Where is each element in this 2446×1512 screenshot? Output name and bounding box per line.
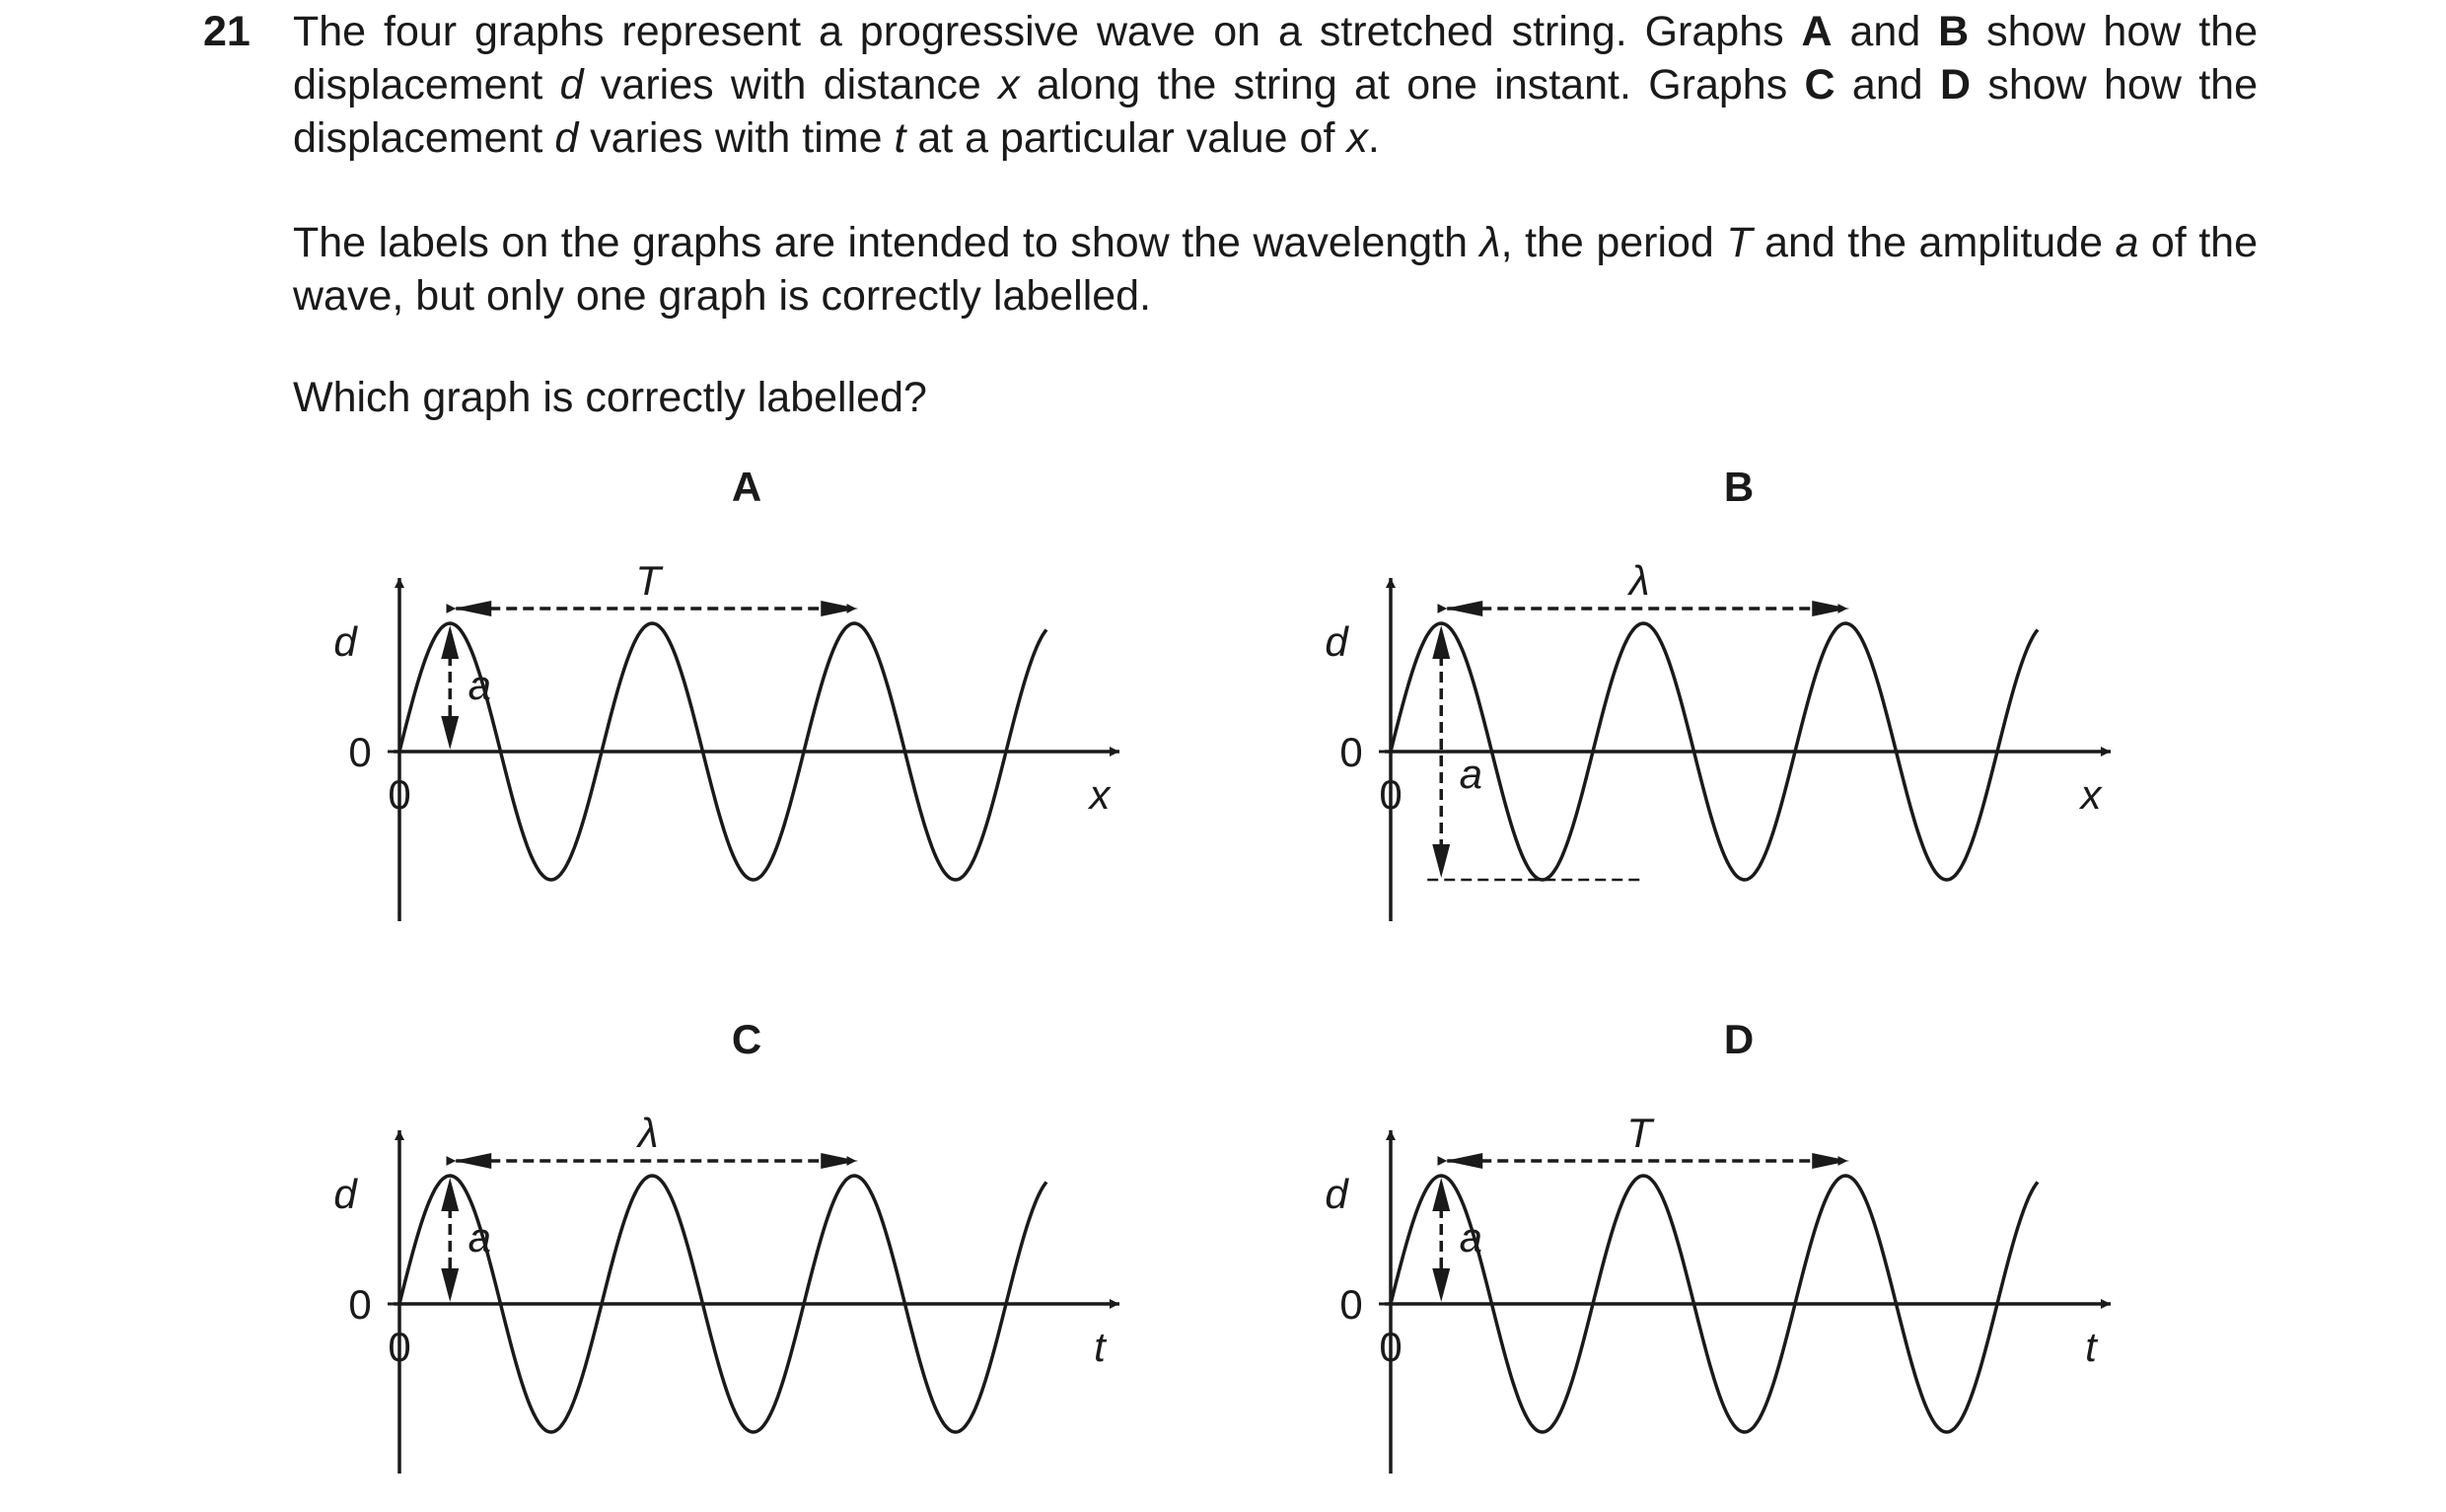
- span-label: T: [1626, 1110, 1653, 1156]
- x-origin-label: 0: [1379, 1324, 1403, 1370]
- x-axis-label: x: [2080, 771, 2102, 818]
- emphasis-run: a: [2115, 219, 2139, 266]
- graph-letter-label: B: [1723, 464, 1755, 510]
- amplitude-label: a: [1459, 1214, 1482, 1260]
- y-origin-label: 0: [348, 1281, 372, 1328]
- question-number: 21: [203, 8, 251, 55]
- x-origin-label: 0: [1379, 771, 1403, 818]
- y-axis-label: d: [333, 618, 357, 665]
- span-label: λ: [1628, 557, 1650, 604]
- amplitude-arrowhead-bottom: [1432, 1268, 1450, 1302]
- span-label: T: [635, 557, 662, 604]
- emphasis-run: d: [554, 114, 579, 162]
- emphasis-run: d: [559, 61, 584, 108]
- graph-a: [333, 464, 1119, 921]
- span-arrowhead-right: [821, 601, 858, 616]
- amplitude-arrowhead-bottom: [441, 716, 459, 750]
- amplitude-arrowhead-bottom: [441, 1268, 459, 1302]
- span-arrowhead-left: [1445, 1153, 1482, 1169]
- emphasis-run: x: [998, 61, 1020, 108]
- graph-letter-label: A: [731, 464, 762, 510]
- span-label: λ: [637, 1110, 659, 1156]
- emphasis-run: T: [1726, 219, 1753, 266]
- graph-letter-label: C: [731, 1016, 762, 1062]
- span-arrowhead-right: [1812, 1153, 1849, 1169]
- x-origin-label: 0: [388, 771, 411, 818]
- y-axis-label: d: [333, 1171, 357, 1217]
- span-arrowhead-left: [454, 1153, 491, 1169]
- emphasis-run: A: [1801, 8, 1833, 55]
- amplitude-label: a: [468, 662, 491, 708]
- y-origin-label: 0: [348, 729, 372, 775]
- amplitude-arrowhead-bottom: [1432, 844, 1450, 878]
- question-paragraph-1: The four graphs represent a progressive wave on a stretched string. Graphs A and B show how the displacement d varies with distance x along the string at one instant. Graphs C and D show how the displacement d varies with time t at a particular value of x.: [293, 8, 2259, 162]
- amplitude-arrowhead-top: [441, 625, 459, 659]
- x-origin-label: 0: [388, 1324, 411, 1370]
- amplitude-label: a: [1459, 751, 1482, 797]
- x-axis-label: t: [2085, 1324, 2097, 1370]
- graph-d: [1325, 1016, 2111, 1474]
- emphasis-run: C: [1804, 61, 1835, 108]
- emphasis-run: D: [1939, 61, 1972, 108]
- graph-letter-label: D: [1723, 1016, 1755, 1062]
- amplitude-label: a: [468, 1214, 491, 1260]
- emphasis-run: B: [1938, 8, 1970, 55]
- amplitude-arrowhead-top: [1432, 1178, 1450, 1211]
- graph-b: [1325, 464, 2111, 921]
- span-arrowhead-right: [1812, 601, 1849, 616]
- span-arrowhead-left: [1445, 601, 1482, 616]
- y-axis-label: d: [1325, 618, 1348, 665]
- span-arrowhead-right: [821, 1153, 858, 1169]
- emphasis-run: x: [1346, 114, 1368, 162]
- emphasis-run: t: [894, 114, 906, 162]
- amplitude-arrowhead-top: [1432, 625, 1450, 659]
- emphasis-run: λ: [1479, 219, 1501, 266]
- graph-c: [333, 1016, 1119, 1474]
- y-axis-label: d: [1325, 1171, 1348, 1217]
- amplitude-arrowhead-top: [441, 1178, 459, 1211]
- y-origin-label: 0: [1339, 729, 1363, 775]
- span-arrowhead-left: [454, 601, 491, 616]
- x-axis-label: x: [1089, 771, 1111, 818]
- question-paragraph-3: Which graph is correctly labelled?: [293, 374, 927, 421]
- x-axis-label: t: [1094, 1324, 1106, 1370]
- y-origin-label: 0: [1339, 1281, 1363, 1328]
- question-paragraph-2: The labels on the graphs are intended to show the wavelength λ, the period T and the amplitude a of the wave, but only one graph is correctly labelled.: [293, 219, 2258, 320]
